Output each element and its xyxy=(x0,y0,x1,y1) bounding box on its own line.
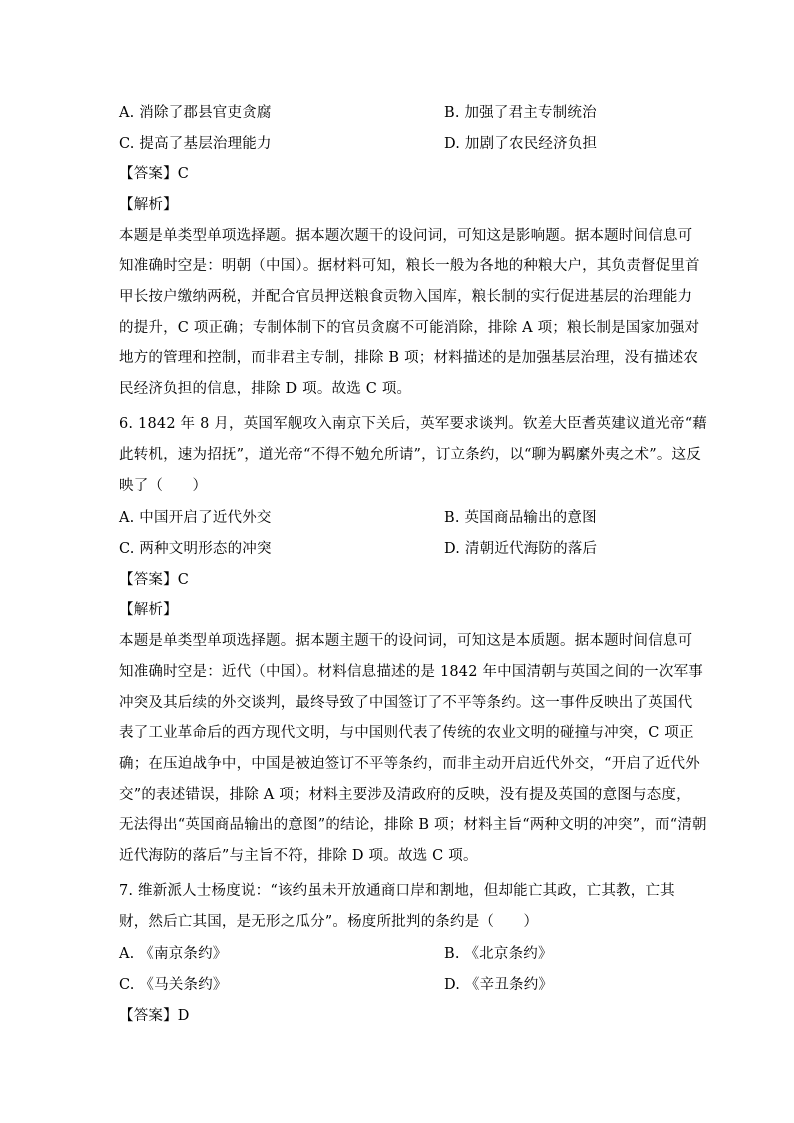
q5-analysis-label: 【解析】 xyxy=(119,197,178,213)
q6-stem-line: 此转机，速为招抚”，道光帝“不得不勉允所请”，订立条约，以“聊为羁縻外夷之术”。这反 xyxy=(119,447,701,463)
q7-option-a: A. 《南京条约》 xyxy=(119,946,228,962)
q5-answer: 【答案】C xyxy=(119,166,190,182)
q6-stem-line: 6. 1842 年 8 月，英国军舰攻入南京下关后，英军要求谈判。钦差大臣耆英建议道光帝“藉 xyxy=(119,416,708,432)
q7-option-c: C. 《马关条约》 xyxy=(119,977,228,993)
q7-option-d: D. 《辛丑条约》 xyxy=(444,977,554,993)
q5-option-a: A. 消除了郡县官吏贪腐 xyxy=(119,105,272,121)
q6-analysis-label: 【解析】 xyxy=(119,602,178,618)
q7-option-b: B. 《北京条约》 xyxy=(444,946,553,962)
q6-analysis-line: 无法得出“英国商品输出的意图”的结论，排除 B 项；材料主旨“两种文明的冲突”，而“清朝 xyxy=(119,817,707,833)
q6-option-d: D. 清朝近代海防的落后 xyxy=(444,541,598,557)
q6-analysis-line: 确；在压迫战争中，中国是被迫签订不平等条约，而非主动开启近代外交，“开启了近代外 xyxy=(119,756,700,772)
q5-analysis-line: 甲长按户缴纳两税，并配合官员押送粮食贡物入国库，粮长制的实行促进基层的治理能力 xyxy=(119,289,693,305)
q5-option-b: B. 加强了君主专制统治 xyxy=(444,105,597,121)
q6-stem-line: 映了（ ） xyxy=(119,478,208,494)
q6-option-c: C. 两种文明形态的冲突 xyxy=(119,541,272,557)
q5-option-d: D. 加剧了农民经济负担 xyxy=(444,136,598,152)
q5-analysis-line: 知准确时空是：明朝（中国）。据材料可知，粮长一般为各地的种粮大户，其负责督促里首 xyxy=(119,258,700,274)
q5-analysis-line: 民经济负担的信息，排除 D 项。故选 C 项。 xyxy=(119,381,412,397)
q6-analysis-line: 冲突及其后续的外交谈判，最终导致了中国签订了不平等条约。这一事件反映出了英国代 xyxy=(119,695,693,711)
q6-analysis-line: 本题是单类型单项选择题。据本题主题干的设问词，可知这是本质题。据本题时间信息可 xyxy=(119,633,693,649)
q7-stem-line: 财，然后亡其国，是无形之瓜分”。杨度所批判的条约是（ ） xyxy=(119,914,539,930)
q6-answer: 【答案】C xyxy=(119,572,190,588)
q5-analysis-line: 本题是单类型单项选择题。据本题次题干的设问词，可知这是影响题。据本题时间信息可 xyxy=(119,228,693,244)
q7-stem-line: 7. 维新派人士杨度说：“该约虽未开放通商口岸和割地，但却能亡其政，亡其教，亡其 xyxy=(119,883,675,899)
q6-analysis-line: 知准确时空是：近代（中国）。材料信息描述的是 1842 年中国清朝与英国之间的一次军事 xyxy=(119,664,703,680)
q6-analysis-line: 近代海防的落后”与主旨不符，排除 D 项。故选 C 项。 xyxy=(119,848,478,864)
q7-answer: 【答案】D xyxy=(119,1008,190,1024)
q5-analysis-line: 的提升，C 项正确；专制体制下的官员贪腐不可能消除，排除 A 项；粮长制是国家加强对 xyxy=(119,320,700,336)
q5-option-c: C. 提高了基层治理能力 xyxy=(119,136,272,152)
q6-option-b: B. 英国商品输出的意图 xyxy=(444,510,597,526)
q6-analysis-line: 表了工业革命后的西方现代文明，与中国则代表了传统的农业文明的碰撞与冲突，C 项正 xyxy=(119,725,694,741)
q6-option-a: A. 中国开启了近代外交 xyxy=(119,510,272,526)
q6-analysis-line: 交”的表述错误，排除 A 项；材料主要涉及清政府的反映，没有提及英国的意图与态度， xyxy=(119,787,691,803)
q5-analysis-line: 地方的管理和控制，而非君主专制，排除 B 项；材料描述的是加强基层治理，没有描述农 xyxy=(119,350,699,366)
